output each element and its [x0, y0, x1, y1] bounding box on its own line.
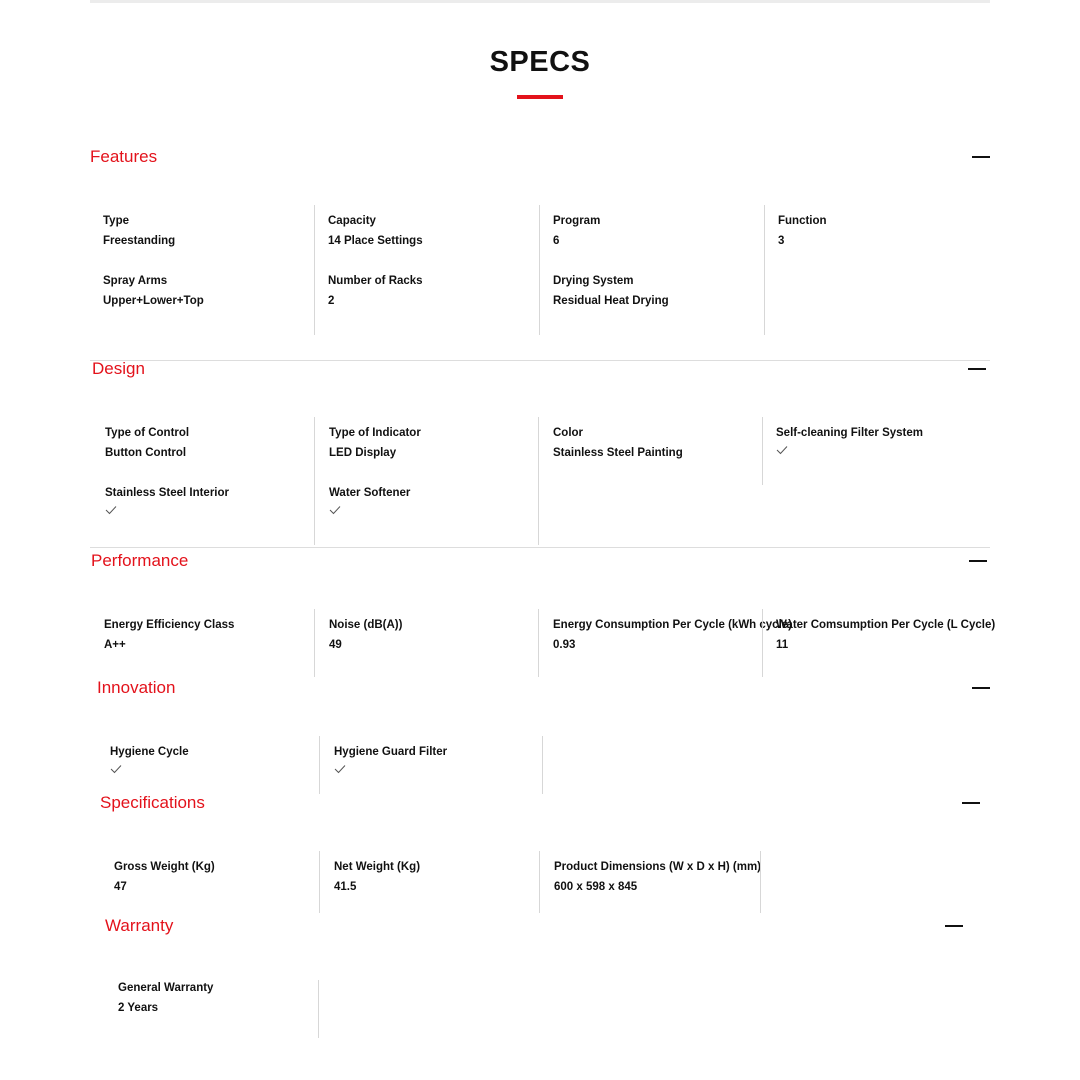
spec-item	[328, 215, 423, 247]
spec-label: Drying System	[553, 275, 634, 287]
spec-label: Type of Control	[105, 427, 190, 439]
spec-item	[329, 487, 410, 515]
collapse-warranty-icon[interactable]	[945, 925, 963, 927]
spec-item	[329, 619, 402, 651]
spec-value: 600 x 598 x 845	[554, 881, 638, 893]
section-features	[90, 147, 990, 337]
spec-label: Capacity	[328, 215, 376, 227]
spec-label: Energy Efficiency Class	[104, 619, 235, 631]
section-warranty	[105, 916, 990, 1040]
spec-label: Type	[103, 215, 129, 227]
check-icon	[334, 764, 346, 774]
spec-value: 3	[778, 235, 785, 247]
spec-value: 2	[328, 295, 335, 307]
spec-label: Hygiene Guard Filter	[334, 746, 448, 758]
section-design	[92, 359, 990, 545]
collapse-performance-icon[interactable]	[969, 560, 987, 562]
specifications-column-4	[760, 851, 771, 913]
spec-item	[554, 861, 761, 893]
section-title-innovation[interactable]: Innovation	[97, 678, 176, 697]
spec-label: Function	[778, 215, 827, 227]
section-title-design[interactable]: Design	[92, 359, 145, 378]
specifications-column-1	[100, 851, 319, 913]
spec-item	[110, 746, 189, 774]
spec-label: Stainless Steel Interior	[105, 487, 229, 499]
section-title-performance[interactable]: Performance	[91, 551, 189, 570]
section-divider	[90, 547, 990, 548]
spec-item	[553, 215, 600, 247]
design-column-4	[762, 417, 989, 485]
spec-label: Noise (dB(A))	[329, 619, 403, 631]
features-column-1	[90, 205, 314, 335]
spec-item	[105, 487, 229, 515]
collapse-innovation-icon[interactable]	[972, 687, 990, 689]
section-title-specifications[interactable]: Specifications	[100, 793, 205, 812]
spec-item	[553, 619, 792, 651]
warranty-column-2	[318, 980, 329, 1038]
innovation-column-2	[319, 736, 542, 794]
spec-label: Type of Indicator	[329, 427, 421, 439]
innovation-column-3	[542, 736, 553, 794]
spec-value: 2 Years	[118, 1002, 159, 1014]
spec-value: 47	[114, 881, 127, 893]
spec-label: Spray Arms	[103, 275, 168, 287]
spec-value: Upper+Lower+Top	[103, 295, 204, 307]
spec-value: 11	[776, 639, 789, 651]
features-column-4	[764, 205, 989, 335]
spec-label: Water Softener	[329, 487, 411, 499]
check-icon	[105, 505, 117, 515]
spec-value: 41.5	[334, 881, 357, 893]
spec-item	[104, 619, 234, 651]
spec-label: General Warranty	[118, 982, 214, 994]
performance-column-1	[91, 609, 314, 677]
spec-item	[778, 215, 827, 247]
spec-value: Stainless Steel Painting	[553, 447, 683, 459]
spec-item	[553, 275, 669, 307]
collapse-design-icon[interactable]	[968, 368, 986, 370]
features-column-2	[314, 205, 539, 335]
design-column-1	[92, 417, 314, 545]
spec-item	[118, 982, 213, 1014]
check-icon	[776, 445, 788, 455]
check-icon	[329, 505, 341, 515]
section-performance	[91, 551, 996, 679]
page-title: SPECS	[489, 46, 591, 78]
performance-column-2	[314, 609, 538, 677]
innovation-column-1	[97, 736, 319, 794]
spec-value: Residual Heat Drying	[553, 295, 669, 307]
specifications-column-3	[539, 851, 760, 913]
spec-item	[334, 861, 420, 893]
features-column-3	[539, 205, 764, 335]
collapse-specifications-icon[interactable]	[962, 802, 980, 804]
spec-label: Hygiene Cycle	[110, 746, 189, 758]
spec-value: 49	[329, 639, 342, 651]
performance-column-4	[762, 609, 996, 677]
spec-value: 14 Place Settings	[328, 235, 423, 247]
section-title-warranty[interactable]: Warranty	[105, 916, 174, 935]
spec-value: Freestanding	[103, 235, 176, 247]
warranty-column-1	[105, 980, 318, 1038]
spec-value: A++	[104, 639, 126, 651]
spec-item	[103, 275, 204, 307]
spec-value: 6	[553, 235, 560, 247]
design-column-2	[314, 417, 538, 545]
spec-value: LED Display	[329, 447, 397, 459]
check-icon	[110, 764, 122, 774]
spec-label: Water Comsumption Per Cycle (L Cycle)	[776, 619, 996, 631]
spec-label: Net Weight (Kg)	[334, 861, 421, 873]
spec-item	[553, 427, 683, 459]
design-column-3	[538, 417, 762, 545]
section-title-features[interactable]: Features	[90, 147, 158, 166]
spec-item	[114, 861, 215, 893]
specifications-column-2	[319, 851, 539, 913]
spec-item	[103, 215, 175, 247]
section-innovation	[97, 678, 990, 796]
spec-item	[334, 746, 447, 774]
title-underline	[517, 95, 563, 99]
section-specifications	[100, 793, 990, 917]
spec-label: Energy Consumption Per Cycle (kWh cycle)	[553, 619, 793, 631]
spec-item	[776, 427, 923, 455]
spec-label: Program	[553, 215, 601, 227]
spec-label: Color	[553, 427, 584, 439]
collapse-features-icon[interactable]	[972, 156, 990, 158]
top-divider	[90, 0, 990, 3]
spec-value: Button Control	[105, 447, 187, 459]
spec-item	[105, 427, 189, 459]
spec-label: Product Dimensions (W x D x H) (mm)	[554, 861, 762, 873]
spec-label: Gross Weight (Kg)	[114, 861, 215, 873]
spec-value: 0.93	[553, 639, 576, 651]
spec-label: Self-cleaning Filter System	[776, 427, 923, 439]
spec-item	[328, 275, 423, 307]
spec-item	[776, 619, 995, 651]
spec-item	[329, 427, 421, 459]
spec-label: Number of Racks	[328, 275, 423, 287]
